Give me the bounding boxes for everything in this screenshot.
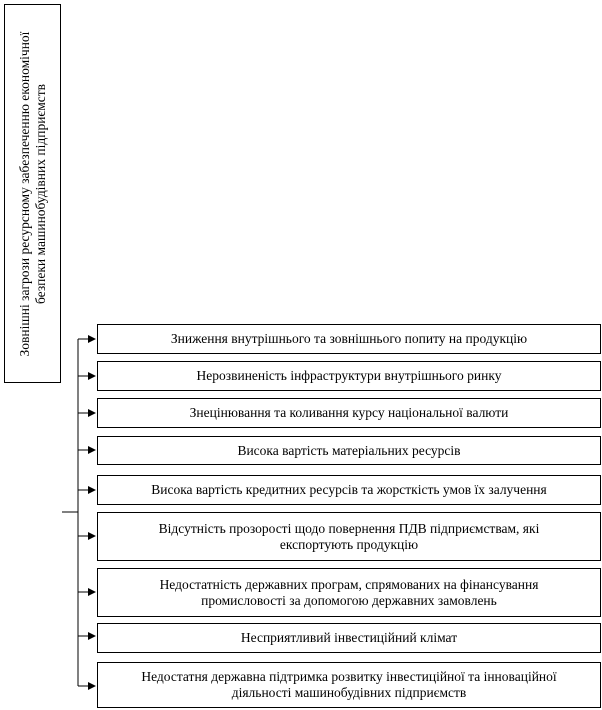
factor-label-3: Знецінювання та коливання курсу національної валюти bbox=[189, 405, 509, 420]
factor-box-6 bbox=[97, 512, 601, 561]
factor-label-6: Відсутність прозорості щодо повернення ПДВ підприємствам, які експортують продукцію bbox=[158, 520, 540, 552]
factor-label-5: Висока вартість кредитних ресурсів та жорсткість умов їх залучення bbox=[151, 482, 547, 497]
factor-label-7: Недостатність державних програм, спрямованих на фінансування промисловості за допомогою державних замовлень bbox=[159, 576, 539, 608]
factor-box-1 bbox=[97, 324, 601, 354]
factor-box-8 bbox=[97, 623, 601, 653]
factor-box-3 bbox=[97, 398, 601, 428]
factor-label-8: Несприятливий інвестиційний клімат bbox=[240, 630, 458, 645]
factor-box-7 bbox=[97, 568, 601, 617]
factor-box-5 bbox=[97, 475, 601, 505]
root-title: Зовнішні загрози ресурсному забезпеченню економічної безпеки машинобудівних підприємств bbox=[16, 31, 48, 356]
root-threats-box bbox=[4, 4, 61, 383]
factor-label-1: Зниження внутрішнього та зовнішнього попиту на продукцію bbox=[170, 331, 528, 346]
factor-label-9: Недостатня державна підтримка розвитку інвестиційної та інноваційної діяльності машинобудівних підприємств bbox=[141, 669, 557, 700]
factor-label-2: Нерозвиненість інфраструктури внутрішнього ринку bbox=[196, 368, 502, 383]
factor-box-4 bbox=[97, 436, 601, 465]
factor-box-9 bbox=[97, 662, 601, 708]
factor-label-4: Висока вартість матеріальних ресурсів bbox=[237, 442, 461, 458]
factor-box-2 bbox=[97, 361, 601, 391]
